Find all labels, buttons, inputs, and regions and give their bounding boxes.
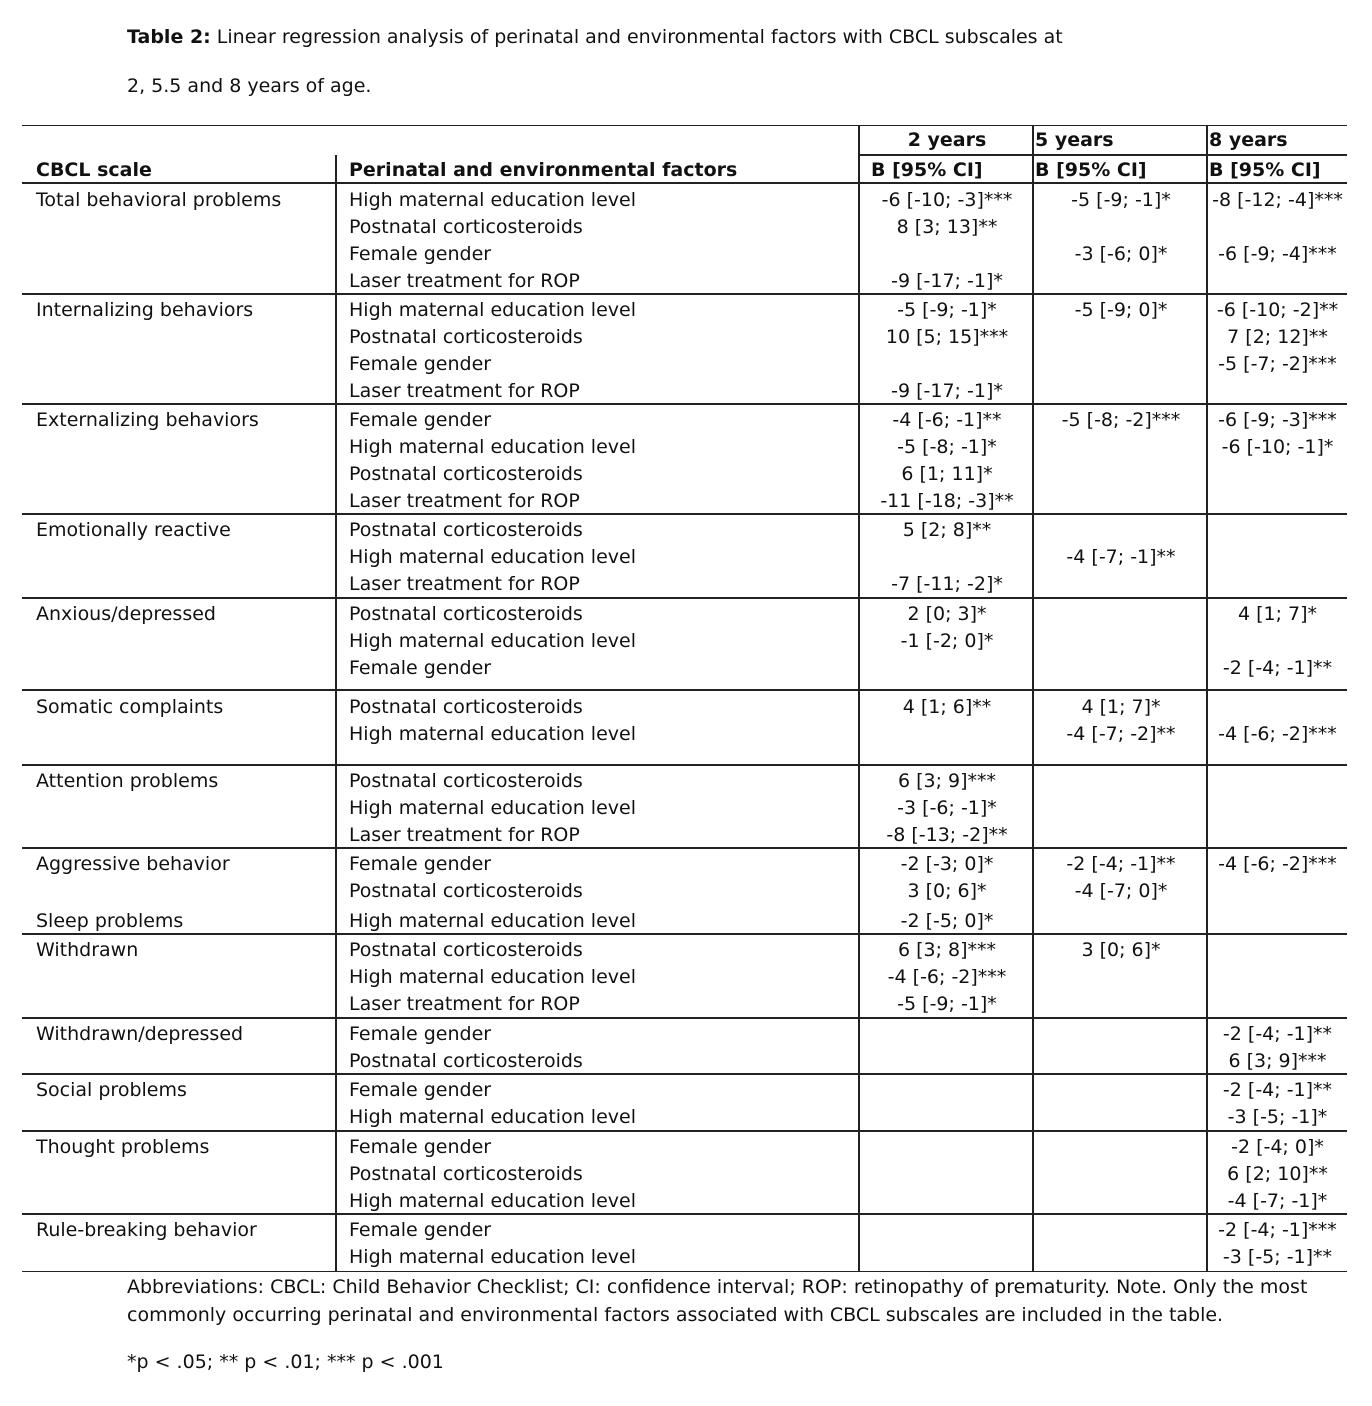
cbcl-scale-label: Anxious/depressed <box>36 603 216 625</box>
value-5-years: -4 [-7; -1]** <box>1066 546 1176 568</box>
value-8-years: 6 [2; 10]** <box>1227 1163 1328 1185</box>
value-2-years: 6 [1; 11]* <box>901 463 993 485</box>
factor-label: Female gender <box>349 1023 492 1045</box>
value-2-years: -3 [-6; -1]* <box>897 797 997 819</box>
value-2-years: -8 [-13; -2]** <box>886 824 1008 846</box>
factor-label: Postnatal corticosteroids <box>349 770 583 792</box>
factor-label: High maternal education level <box>349 723 636 745</box>
factor-label: High maternal education level <box>349 299 636 321</box>
value-8-years: -8 [-12; -4]*** <box>1212 189 1343 211</box>
factor-label: Postnatal corticosteroids <box>349 696 583 718</box>
group-separator-rule <box>22 1130 1347 1132</box>
col-divider-scale <box>335 155 337 1271</box>
value-8-years: -4 [-6; -2]*** <box>1218 853 1337 875</box>
header-5-years-b: B [95% CI] <box>1035 159 1147 181</box>
value-2-years: 10 [5; 15]*** <box>885 326 1009 348</box>
factor-label: Postnatal corticosteroids <box>349 880 583 902</box>
value-2-years: 8 [3; 13]** <box>896 216 998 238</box>
group-separator-rule <box>22 933 1347 935</box>
cbcl-scale-label: Withdrawn/depressed <box>36 1023 244 1045</box>
factor-label: High maternal education level <box>349 1246 636 1268</box>
group-separator-rule <box>22 403 1347 405</box>
value-8-years: -6 [-10; -2]** <box>1216 299 1339 321</box>
factor-label: Laser treatment for ROP <box>349 993 580 1015</box>
factor-label: Postnatal corticosteroids <box>349 603 583 625</box>
cbcl-scale-label: Externalizing behaviors <box>36 409 259 431</box>
value-5-years: -4 [-7; -2]** <box>1066 723 1176 745</box>
group-separator-rule <box>22 597 1347 599</box>
value-2-years: 4 [1; 6]** <box>902 696 992 718</box>
factor-label: Female gender <box>349 353 492 375</box>
header-2-years: 2 years <box>907 129 987 151</box>
value-8-years: -3 [-5; -1]** <box>1222 1246 1333 1268</box>
factor-label: High maternal education level <box>349 1106 636 1128</box>
factor-label: Postnatal corticosteroids <box>349 216 583 238</box>
value-2-years: -9 [-17; -1]* <box>891 270 1003 292</box>
factor-label: High maternal education level <box>349 910 636 932</box>
value-2-years: -4 [-6; -2]*** <box>887 966 1007 988</box>
value-2-years: -5 [-9; -1]* <box>897 993 997 1015</box>
table-footnote-significance: *p < .05; ** p < .01; *** p < .001 <box>127 1351 444 1373</box>
value-8-years: -5 [-7; -2]*** <box>1218 353 1337 375</box>
value-2-years: -2 [-3; 0]* <box>900 853 994 875</box>
table-footnote-abbreviations: Abbreviations: CBCL: Child Behavior Checklist; CI: confidence interval; ROP: retinopathy of prematurity. Note. Only the most commonly occurring perinatal and environmental factors associated with CBCL subscales are included in the table. <box>127 1276 1308 1326</box>
header-2-years-b: B [95% CI] <box>871 159 983 181</box>
value-2-years: -2 [-5; 0]* <box>900 910 994 932</box>
value-8-years: -2 [-4; -1]** <box>1222 1023 1333 1045</box>
value-5-years: -3 [-6; 0]* <box>1074 243 1168 265</box>
factor-label: Postnatal corticosteroids <box>349 939 583 961</box>
group-separator-rule <box>22 293 1347 295</box>
cbcl-scale-label: Thought problems <box>36 1136 210 1158</box>
factor-label: Female gender <box>349 853 492 875</box>
factor-label: Postnatal corticosteroids <box>349 463 583 485</box>
value-8-years: -2 [-4; -1]** <box>1222 1079 1333 1101</box>
value-2-years: -6 [-10; -3]*** <box>881 189 1013 211</box>
group-separator-rule <box>22 1073 1347 1075</box>
value-8-years: 4 [1; 7]* <box>1237 603 1318 625</box>
group-separator-rule <box>22 764 1347 766</box>
value-2-years: -7 [-11; -2]* <box>891 573 1003 595</box>
value-2-years: 6 [3; 9]*** <box>897 770 997 792</box>
value-2-years: 5 [2; 8]** <box>902 519 992 541</box>
value-2-years: 2 [0; 3]* <box>907 603 987 625</box>
factor-label: Female gender <box>349 1219 492 1241</box>
factor-label: Postnatal corticosteroids <box>349 1163 583 1185</box>
group-separator-rule <box>22 1213 1347 1215</box>
value-5-years: -2 [-4; -1]** <box>1066 853 1176 875</box>
factor-label: High maternal education level <box>349 797 636 819</box>
value-5-years: -4 [-7; 0]* <box>1074 880 1168 902</box>
value-2-years: -5 [-8; -1]* <box>897 436 997 458</box>
table-top-rule <box>22 125 1347 126</box>
factor-label: Laser treatment for ROP <box>349 380 580 402</box>
factor-label: Female gender <box>349 657 492 679</box>
table-caption-line2: 2, 5.5 and 8 years of age. <box>127 75 372 97</box>
value-2-years: 3 [0; 6]* <box>907 880 987 902</box>
factor-label: Postnatal corticosteroids <box>349 519 583 541</box>
header-factors: Perinatal and environmental factors <box>349 159 738 181</box>
value-2-years: -4 [-6; -1]** <box>892 409 1002 431</box>
value-5-years: -5 [-9; 0]* <box>1074 299 1168 321</box>
factor-label: Female gender <box>349 409 492 431</box>
cbcl-scale-label: Rule-breaking behavior <box>36 1219 257 1241</box>
header-8-years-b: B [95% CI] <box>1209 159 1321 181</box>
factor-label: Laser treatment for ROP <box>349 573 580 595</box>
value-8-years: -2 [-4; -1]*** <box>1218 1219 1337 1241</box>
cbcl-scale-label: Internalizing behaviors <box>36 299 254 321</box>
table-caption-text: Linear regression analysis of perinatal and environmental factors with CBCL subscales at <box>210 26 1063 48</box>
factor-label: High maternal education level <box>349 189 636 211</box>
cbcl-scale-label: Sleep problems <box>36 910 184 932</box>
cbcl-scale-label: Aggressive behavior <box>36 853 230 875</box>
value-8-years: -4 [-7; -1]* <box>1227 1190 1328 1212</box>
value-5-years: -5 [-8; -2]*** <box>1061 409 1181 431</box>
table-bottom-rule <box>22 1271 1347 1272</box>
value-8-years: -6 [-10; -1]* <box>1221 436 1334 458</box>
table-label: Table 2: <box>127 26 211 48</box>
factor-label: Laser treatment for ROP <box>349 824 580 846</box>
factor-label: Female gender <box>349 1136 492 1158</box>
factor-label: Female gender <box>349 243 492 265</box>
factor-label: Laser treatment for ROP <box>349 490 580 512</box>
group-separator-rule <box>22 1017 1347 1019</box>
value-8-years: 6 [3; 9]*** <box>1228 1050 1327 1072</box>
cbcl-scale-label: Withdrawn <box>36 939 139 961</box>
value-2-years: -1 [-2; 0]* <box>900 630 994 652</box>
header-8-years: 8 years <box>1209 129 1288 151</box>
factor-label: High maternal education level <box>349 630 636 652</box>
value-8-years: -2 [-4; 0]* <box>1231 1136 1324 1158</box>
cbcl-scale-label: Attention problems <box>36 770 219 792</box>
cbcl-scale-label: Somatic complaints <box>36 696 224 718</box>
factor-label: High maternal education level <box>349 966 636 988</box>
cbcl-scale-label: Emotionally reactive <box>36 519 231 541</box>
value-5-years: 4 [1; 7]* <box>1081 696 1161 718</box>
group-separator-rule <box>22 689 1347 691</box>
group-separator-rule <box>22 847 1347 849</box>
header-5-years: 5 years <box>1035 129 1114 151</box>
value-5-years: -5 [-9; -1]* <box>1071 189 1171 211</box>
factor-label: Postnatal corticosteroids <box>349 1050 583 1072</box>
value-2-years: 6 [3; 8]*** <box>897 939 997 961</box>
value-8-years: -2 [-4; -1]** <box>1222 657 1333 679</box>
value-8-years: -6 [-9; -4]*** <box>1218 243 1337 265</box>
header-cbcl-scale: CBCL scale <box>36 159 152 181</box>
factor-label: Female gender <box>349 1079 492 1101</box>
factor-label: Postnatal corticosteroids <box>349 326 583 348</box>
factor-label: High maternal education level <box>349 436 636 458</box>
cbcl-scale-label: Social problems <box>36 1079 187 1101</box>
factor-label: High maternal education level <box>349 1190 636 1212</box>
value-8-years: -3 [-5; -1]* <box>1227 1106 1328 1128</box>
value-8-years: -6 [-9; -3]*** <box>1218 409 1337 431</box>
value-2-years: -5 [-9; -1]* <box>897 299 997 321</box>
group-separator-rule <box>22 513 1347 515</box>
value-8-years: -4 [-6; -2]*** <box>1218 723 1337 745</box>
value-5-years: 3 [0; 6]* <box>1081 939 1161 961</box>
header-split-rule <box>859 154 1347 156</box>
factor-label: Laser treatment for ROP <box>349 270 580 292</box>
value-2-years: -11 [-18; -3]** <box>880 490 1014 512</box>
col-divider-2y <box>858 125 860 1271</box>
value-8-years: 7 [2; 12]** <box>1227 326 1328 348</box>
factor-label: High maternal education level <box>349 546 636 568</box>
cbcl-scale-label: Total behavioral problems <box>36 189 282 211</box>
table-caption <box>127 24 1063 50</box>
value-2-years: -9 [-17; -1]* <box>891 380 1003 402</box>
